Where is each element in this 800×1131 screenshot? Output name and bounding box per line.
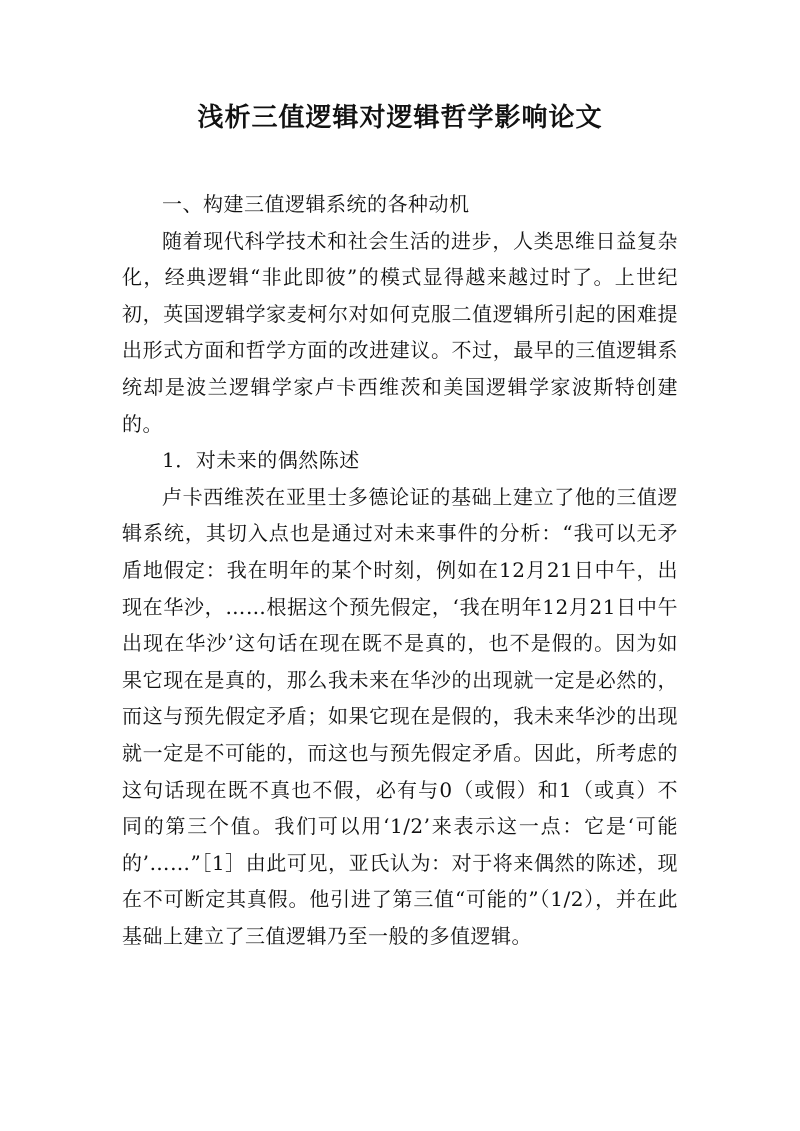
page-title: 浅析三值逻辑对逻辑哲学影响论文: [197, 103, 603, 133]
paragraph: 随着现代科学技术和社会生活的进步，人类思维日益复杂化，经典逻辑“非此即彼”的模式显得越来越过时了。上世纪初，英国逻辑学家麦柯尔对如何克服二值逻辑所引起的困难提出形式方面和哲学方面的改进建议。不过，最早的三值逻辑系统却是波兰逻辑学家卢卡西维茨和美国逻辑学家波斯特创建的。: [122, 228, 678, 436]
document-body: [122, 186, 678, 954]
section-heading: 一、构建三值逻辑系统的各种动机: [162, 192, 470, 216]
subsection-heading: 1．对未来的偶然陈述: [162, 448, 360, 473]
paragraph: 卢卡西维茨在亚里士多德论证的基础上建立了他的三值逻辑系统，其切入点也是通过对未来事件的分析：“我可以无矛盾地假定：我在明年的某个时刻，例如在12月21日中午，出现在华沙，……根据这个预先假定，‘我在明年12月21日中午出现在华沙’这句话在现在既不是真的，也不是假的。因为如果它现在是真的，那么我未来在华沙的出现就一定是必然的，而这与预先假定矛盾；如果它现在是假的，我未来华沙的出现就一定是不可能的，而这也与预先假定矛盾。因此，所考虑的这句话现在既不真也不假，必有与0（或假）和1（或真）不同的第三个值。我们可以用‘1/2’来表示这一点：它是‘可能的’……”［1］由此可见，亚氏认为：对于将来偶然的陈述，现在不可断定其真假。他引进了第三值“可能的”（1/2），并在此基础上建立了三值逻辑乃至一般的多值逻辑。: [122, 484, 678, 948]
